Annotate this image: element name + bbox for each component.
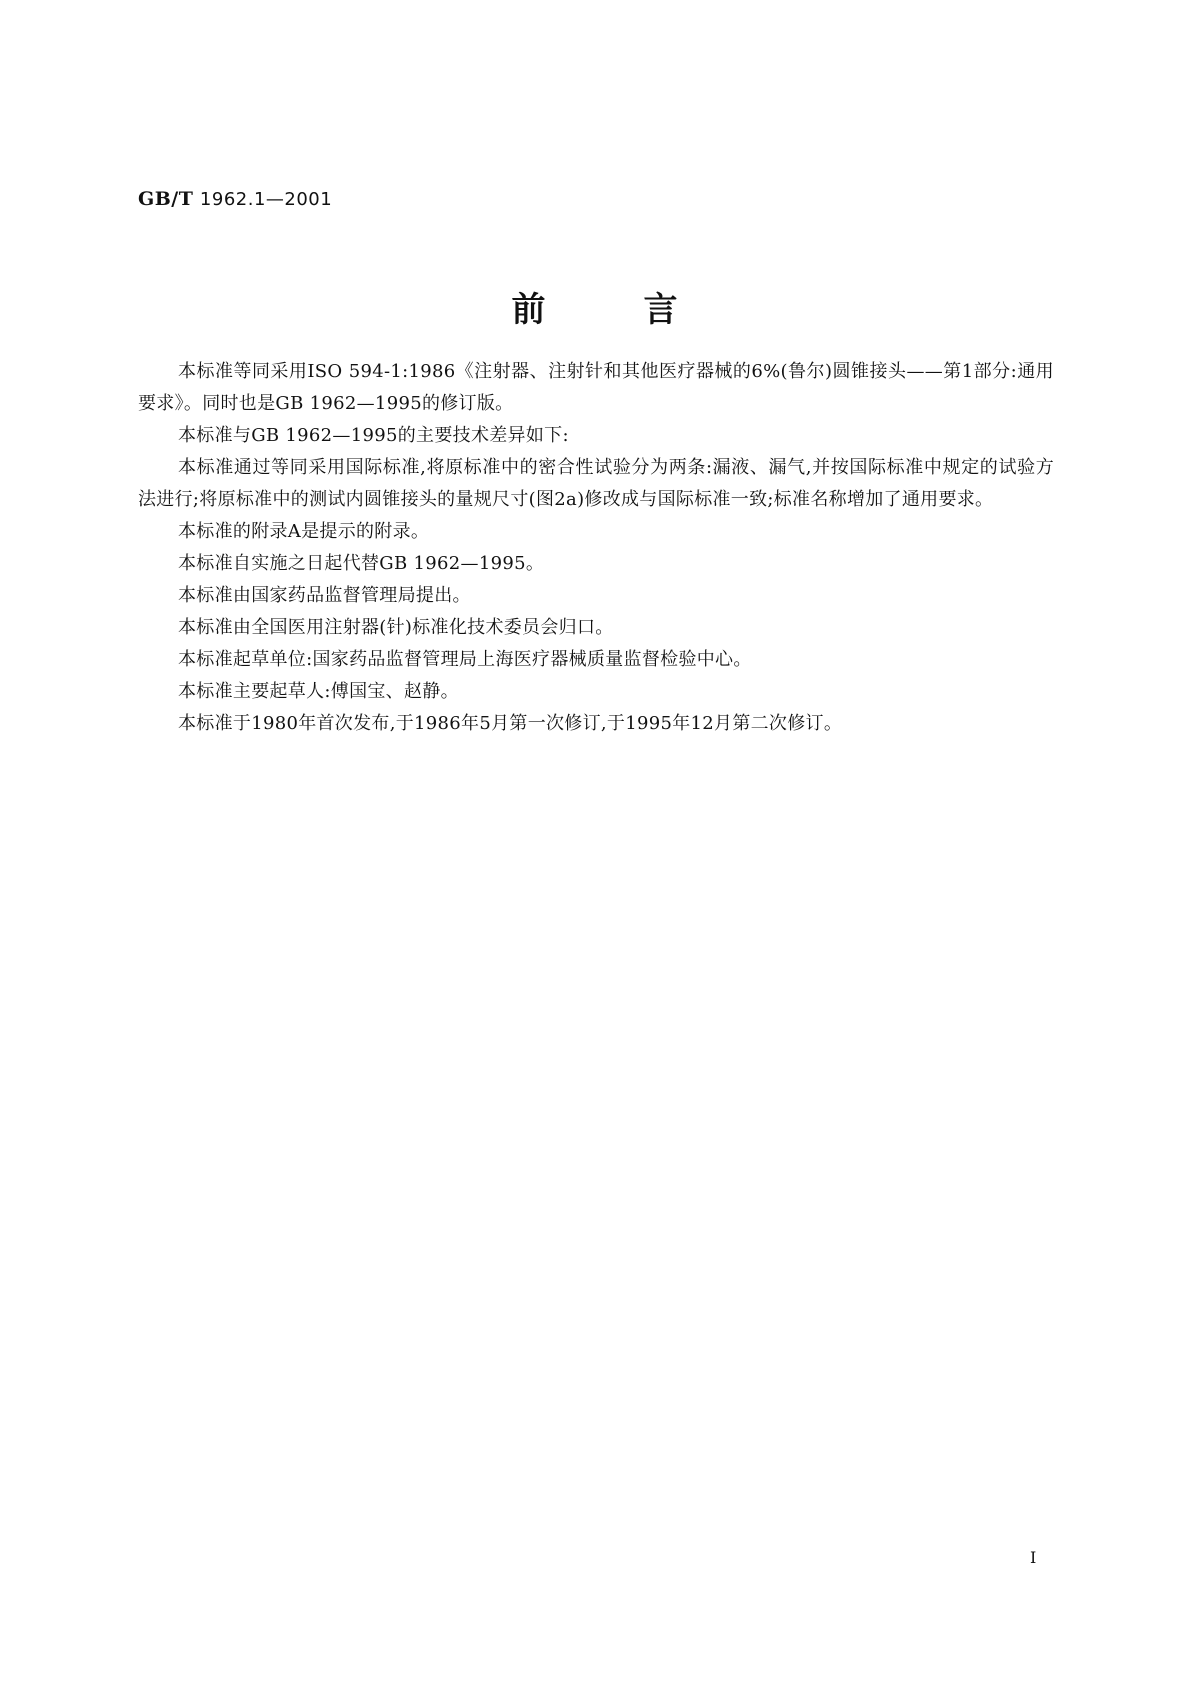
paragraph: 本标准自实施之日起代替GB 1962—1995。 [178,553,545,574]
paragraph: 本标准于1980年首次发布,于1986年5月第一次修订,于1995年12月第二次修订。 [178,713,843,734]
title-char-right: 言 [643,290,680,330]
paragraph: 本标准的附录A是提示的附录。 [178,521,430,542]
page-title [0,282,1191,331]
paragraph: 本标准由国家药品监督管理局提出。 [178,585,471,606]
standard-code [138,188,332,210]
foreword-body [138,356,1054,740]
paragraph: 本标准通过等同采用国际标准,将原标准中的密合性试验分为两条:漏液、漏气,并按国际标准中规定的试验方法进行;将原标准中的测试内圆锥接头的量规尺寸(图2a)修改成与国际标准一致;标准名称增加了通用要求。 [138,457,1054,510]
paragraph: 本标准由全国医用注射器(针)标准化技术委员会归口。 [178,617,614,638]
page-number: I [1030,1548,1037,1567]
paragraph: 本标准等同采用ISO 594-1:1986《注射器、注射针和其他医疗器械的6%(鲁尔)圆锥接头——第1部分:通用要求》。同时也是GB 1962—1995的修订版。 [138,361,1054,414]
paragraph: 本标准起草单位:国家药品监督管理局上海医疗器械质量监督检验中心。 [178,649,752,670]
standard-prefix: GB/T [138,188,194,210]
title-char-left: 前 [511,290,548,330]
paragraph: 本标准与GB 1962—1995的主要技术差异如下: [178,425,569,446]
paragraph: 本标准主要起草人:傅国宝、赵静。 [178,681,459,702]
standard-number: 1962.1—2001 [199,189,333,210]
